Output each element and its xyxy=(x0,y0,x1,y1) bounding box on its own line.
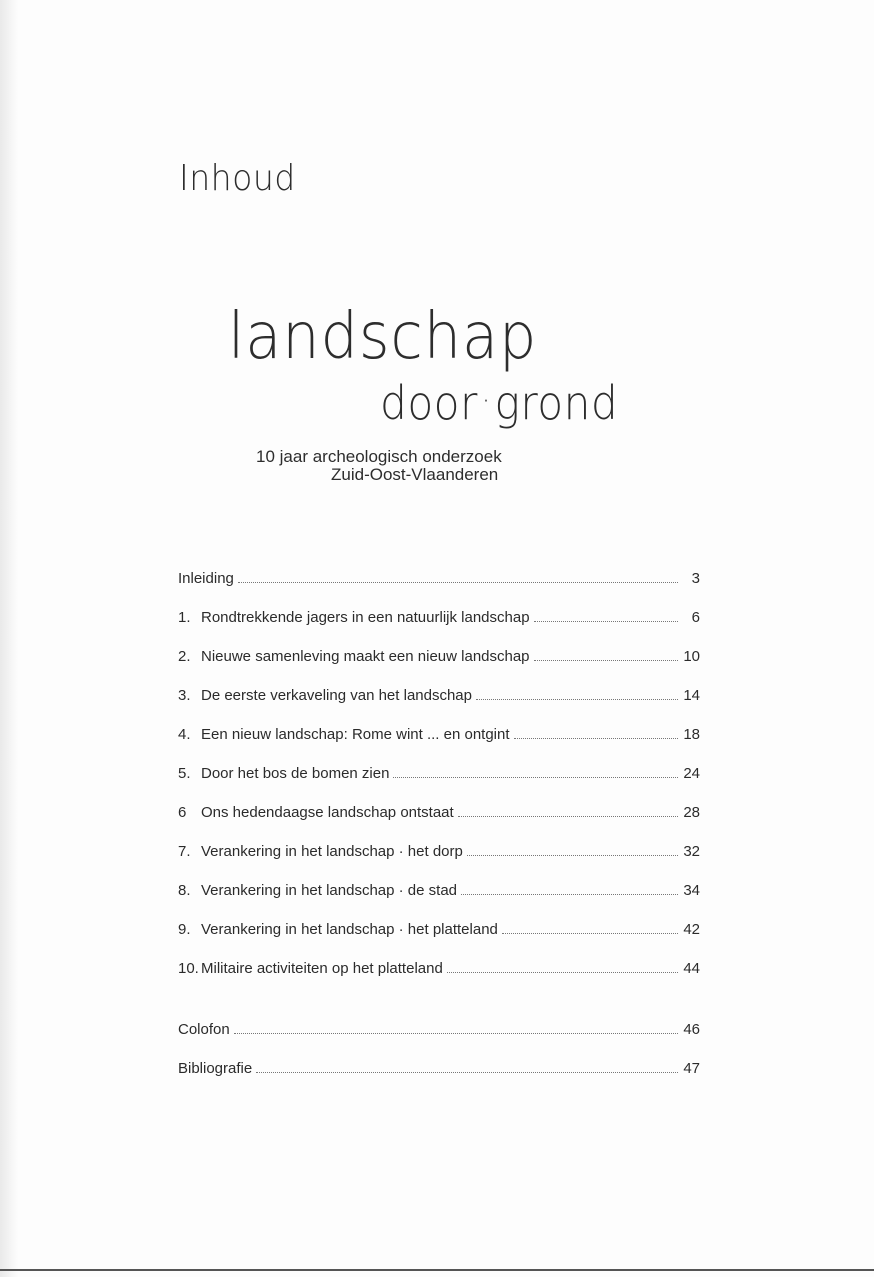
toc-label xyxy=(178,687,472,704)
book-title-line1: landschap xyxy=(228,300,538,374)
toc-entry-chapter-6[interactable] xyxy=(178,782,700,821)
toc-chapter-number: 6 xyxy=(178,804,187,821)
toc-label xyxy=(178,921,498,938)
toc-chapter-title: Een nieuw landschap: Rome wint ... en ontgint xyxy=(201,726,510,743)
toc-entry-chapter-5[interactable] xyxy=(178,743,700,782)
toc-leader xyxy=(514,737,678,739)
toc-label: Colofon xyxy=(178,1021,230,1038)
toc-chapter-number: 3. xyxy=(178,687,191,704)
toc-leader xyxy=(458,815,678,817)
page-heading: Inhoud xyxy=(179,158,296,199)
toc-page-number: 46 xyxy=(683,1021,700,1038)
toc-leader xyxy=(234,1032,678,1034)
toc-leader xyxy=(502,932,678,934)
toc-entry-chapter-4[interactable] xyxy=(178,704,700,743)
toc-page-number: 10 xyxy=(683,648,700,665)
toc-leader xyxy=(534,620,678,622)
toc-page-number: 6 xyxy=(691,609,700,626)
table-of-contents xyxy=(178,548,700,1077)
toc-chapter-title: Ons hedendaagse landschap ontstaat xyxy=(201,804,454,821)
toc-page-number: 24 xyxy=(683,765,700,782)
page-bottom-edge xyxy=(0,1269,874,1271)
toc-entry-chapter-2[interactable] xyxy=(178,626,700,665)
book-title-door: door xyxy=(380,376,478,430)
toc-label xyxy=(178,804,454,821)
toc-chapter-title: Door het bos de bomen zien xyxy=(201,765,390,782)
toc-entry-colofon[interactable] xyxy=(178,999,700,1038)
toc-chapter-title: Rondtrekkende jagers in een natuurlijk landschap xyxy=(201,609,530,626)
toc-page-number: 32 xyxy=(683,843,700,860)
toc-chapter-number: 10. xyxy=(178,960,199,977)
toc-chapter-title: Verankering in het landschap · de stad xyxy=(201,882,458,899)
toc-entry-chapter-10[interactable] xyxy=(178,938,700,977)
book-title-dot: · xyxy=(481,384,491,419)
page-edge-shadow xyxy=(0,0,18,1277)
toc-label xyxy=(178,960,443,977)
toc-chapter-number: 2. xyxy=(178,648,191,665)
toc-chapter-title: Militaire activiteiten op het platteland xyxy=(201,960,443,977)
toc-page-number: 47 xyxy=(683,1060,700,1077)
toc-chapter-title: Verankering in het landschap · het platteland xyxy=(201,921,498,938)
toc-leader xyxy=(238,581,678,583)
book-title-grond: grond xyxy=(494,376,619,430)
toc-chapter-number: 7. xyxy=(178,843,191,860)
toc-entry-chapter-8[interactable] xyxy=(178,860,700,899)
toc-page-number: 42 xyxy=(683,921,700,938)
toc-page-number: 3 xyxy=(691,570,700,587)
toc-label xyxy=(178,726,510,743)
book-title-line2 xyxy=(380,376,618,430)
toc-leader xyxy=(467,854,678,856)
toc-label: Inleiding xyxy=(178,570,234,587)
subtitle-line1: 10 jaar archeologisch onderzoek xyxy=(256,447,502,466)
toc-leader xyxy=(534,659,678,661)
toc-label xyxy=(178,609,530,626)
toc-label xyxy=(178,765,389,782)
toc-label: Bibliografie xyxy=(178,1060,253,1077)
toc-leader xyxy=(393,776,678,778)
toc-leader xyxy=(476,698,678,700)
toc-label xyxy=(178,843,463,860)
toc-page-number: 44 xyxy=(683,960,700,977)
toc-spacer xyxy=(178,977,700,999)
toc-entry-chapter-9[interactable] xyxy=(178,899,700,938)
toc-chapter-title: De eerste verkaveling van het landschap xyxy=(201,687,472,704)
toc-entry-inleiding[interactable] xyxy=(178,548,700,587)
toc-page-number: 28 xyxy=(683,804,700,821)
toc-label xyxy=(178,648,530,665)
toc-chapter-title: Nieuwe samenleving maakt een nieuw landschap xyxy=(201,648,530,665)
toc-leader xyxy=(447,971,678,973)
toc-page-number: 18 xyxy=(683,726,700,743)
toc-leader xyxy=(461,893,678,895)
toc-chapter-number: 1. xyxy=(178,609,191,626)
toc-leader xyxy=(256,1071,678,1073)
toc-entry-chapter-3[interactable] xyxy=(178,665,700,704)
toc-label xyxy=(178,882,457,899)
toc-entry-bibliografie[interactable] xyxy=(178,1038,700,1077)
toc-chapter-number: 8. xyxy=(178,882,191,899)
toc-chapter-number: 9. xyxy=(178,921,191,938)
toc-page-number: 14 xyxy=(683,687,700,704)
toc-chapter-number: 4. xyxy=(178,726,191,743)
toc-entry-chapter-7[interactable] xyxy=(178,821,700,860)
toc-entry-chapter-1[interactable] xyxy=(178,587,700,626)
subtitle-line2: Zuid-Oost-Vlaanderen xyxy=(331,465,499,484)
toc-chapter-title: Verankering in het landschap · het dorp xyxy=(201,843,463,860)
toc-page-number: 34 xyxy=(683,882,700,899)
toc-chapter-number: 5. xyxy=(178,765,191,782)
